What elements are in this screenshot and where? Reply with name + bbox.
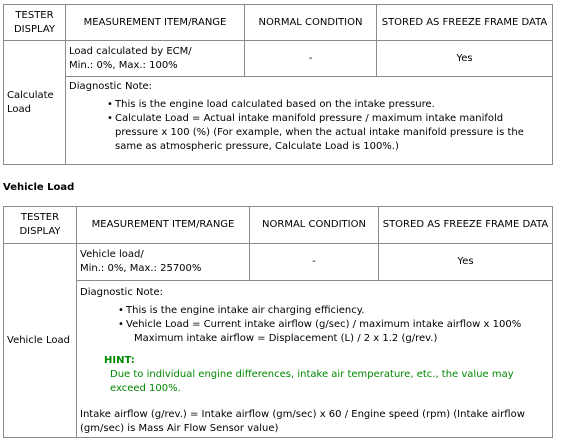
header-tester-display: TESTER DISPLAY: [4, 5, 66, 41]
measurement-line: Load calculated by ECM/: [69, 45, 192, 57]
list-item: [118, 318, 548, 332]
header-freeze-frame: STORED AS FREEZE FRAME DATA: [377, 5, 553, 41]
header-freeze-frame: STORED AS FREEZE FRAME DATA: [379, 207, 553, 244]
diagnostic-note-list: [80, 304, 548, 332]
note-text: Vehicle Load = Current intake airflow (g/sec) / maximum intake airflow x 100%: [126, 319, 522, 330]
freeze-frame-cell: Yes: [379, 244, 553, 281]
header-normal-condition: NORMAL CONDITION: [250, 207, 379, 244]
bullet-icon: •: [107, 99, 113, 110]
vehicle-load-heading: Vehicle Load: [3, 182, 75, 193]
bullet-icon: •: [118, 305, 124, 316]
list-item: [107, 112, 548, 154]
header-measurement-item: MEASUREMENT ITEM/RANGE: [77, 207, 250, 244]
max-airflow-formula: Maximum intake airflow = Displacement (L) / 2 x 1.2 (g/rev.): [134, 333, 438, 344]
measurement-cell: [77, 244, 250, 281]
header-measurement-item: MEASUREMENT ITEM/RANGE: [66, 5, 245, 41]
measurement-cell: [66, 41, 245, 77]
list-item: [118, 304, 548, 318]
diagnostic-note-cell: [77, 281, 553, 438]
note-text: This is the engine load calculated based on the intake pressure.: [115, 99, 435, 110]
diagnostic-note-list: [69, 98, 548, 154]
note-text: This is the engine intake air charging efficiency.: [126, 305, 365, 316]
vehicle-load-table: [3, 206, 553, 438]
header-normal-condition: NORMAL CONDITION: [245, 5, 377, 41]
measurement-range: Min.: 0%, Max.: 100%: [69, 59, 178, 71]
normal-condition-cell: -: [245, 41, 377, 77]
measurement-line: Vehicle load/: [80, 249, 144, 260]
normal-condition-cell: -: [250, 244, 379, 281]
intake-airflow-footnote: Intake airflow (g/rev.) = Intake airflow (gm/sec) x 60 / Engine speed (rpm) (Intake airflow (gm/sec) is Mass Air Flow Sensor value): [80, 409, 525, 434]
freeze-frame-cell: Yes: [377, 41, 553, 77]
bullet-icon: •: [107, 113, 113, 124]
calculate-load-table: [3, 4, 553, 165]
tester-display-cell: Calculate Load: [4, 41, 66, 165]
hint-text: Due to individual engine differences, intake air temperature, etc., the value may exceed 100%.: [110, 369, 514, 394]
list-item: [107, 98, 548, 112]
measurement-range: Min.: 0%, Max.: 25700%: [80, 263, 202, 274]
hint-label: HINT:: [104, 355, 135, 366]
note-text: Calculate Load = Actual intake manifold pressure / maximum intake manifold pressure x 100 (%) (For example, when the actual intake manifold pressure is the same as atmospheric pressure, Calculate Load is 100%.): [115, 113, 524, 152]
diagnostic-note-title: Diagnostic Note:: [69, 81, 153, 92]
header-tester-display: TESTER DISPLAY: [4, 207, 77, 244]
diagnostic-note-title: Diagnostic Note:: [80, 287, 164, 298]
bullet-icon: •: [118, 319, 124, 330]
tester-display-cell: Vehicle Load: [4, 244, 77, 438]
hint-block: [104, 354, 548, 396]
diagnostic-note-cell: [66, 77, 553, 165]
